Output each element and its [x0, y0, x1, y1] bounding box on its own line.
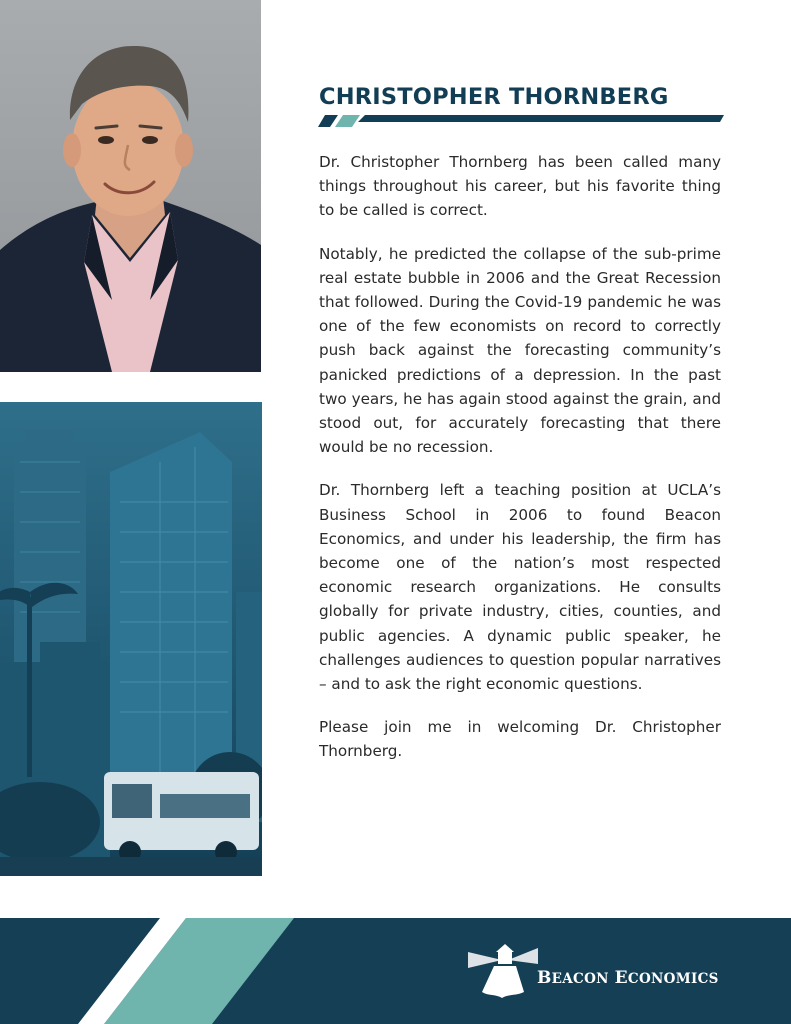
bio-paragraph-1: Dr. Christopher Thornberg has been called many things throughout his career, but his favorite thing to be called is correct. — [319, 153, 721, 220]
lighthouse-beacon-icon — [468, 942, 538, 1002]
logo-initial-1: B — [537, 968, 552, 988]
bio-text — [319, 150, 721, 783]
beacon-economics-logo — [468, 942, 728, 1002]
title-underline — [318, 115, 726, 129]
bio-paragraph-4: Please join me in welcoming Dr. Christopher Thornberg. — [319, 718, 721, 761]
logo-word-1: EACON — [551, 971, 609, 987]
bio-paragraph-2: Notably, he predicted the collapse of the sub-prime real estate bubble in 2006 and the Great Recession that followed. During the Covid-19 pandemic he was one of the few economists on record to correctly push back against the forecasting community’s panicked predictions of a depression. In the past two years, he has again stood against the grain, and stood out, for accurately forecasting that there would be no recession. — [319, 244, 721, 457]
logo-wordmark — [537, 968, 719, 988]
bio-paragraph-3: Dr. Thornberg left a teaching position at UCLA’s Business School in 2006 to found Beacon Economics, and under his leadership, the firm has become one of the nation’s most respected economic research organizations. He consults globally for private industry, cities, counties, and public agencies. A dynamic public speaker, he challenges audiences to question popular narratives – and to ask the right economic questions. — [319, 481, 721, 694]
city-skyline-photo — [0, 402, 262, 876]
page-title: CHRISTOPHER THORNBERG — [319, 84, 669, 110]
logo-word-2: CONOMICS — [627, 971, 719, 987]
logo-initial-2: E — [614, 968, 628, 988]
portrait-photo — [0, 0, 261, 372]
